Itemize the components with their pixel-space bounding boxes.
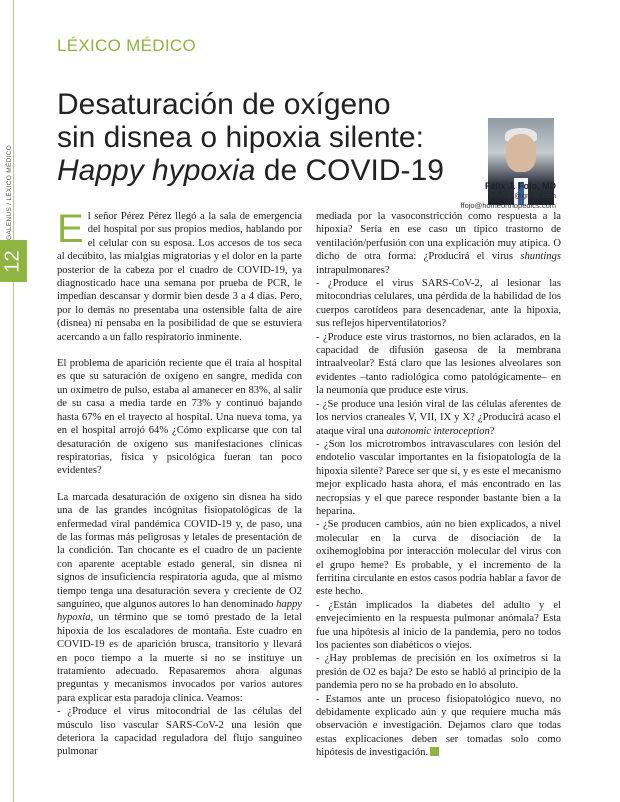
side-running-head: GALENUS / LÉXICO MÉDICO: [6, 144, 13, 240]
author-block: [461, 181, 556, 211]
paragraph: - ¿Hay problemas de precisión en los oxímetros si la presión de O2 es baja? De esto se habló al principio de la pandemia pero no se ha probado en lo absoluto.: [316, 653, 561, 692]
paragraph: - ¿Se producen cambios, aún no bien explicados, a nivel molecular en la curva de disociación de la oxihemoglobina por interacción molecular del virus con el grupo heme? Es probable, y el incremento de la ferritina circulante en estos casos podría hablar a favor de este hecho.: [316, 519, 561, 598]
title-line-2: sin disnea o hipoxia silente:: [57, 121, 424, 154]
paragraph: - ¿Se produce una lesión viral de las células aferentes de los nervios craneales V, VII, IX y X? ¿Producirá acaso el ataque viral una autonomic interoception?: [316, 398, 561, 437]
paragraph: La marcada desaturación de oxígeno sin disnea ha sido una de las grandes incógnitas fisiopatológicas de la enfermedad viral pandémica COVID-19 y, de paso, una de las formas más peligrosas y letales de presentación de la condición. Tan chocante es el cuadro de un paciente con aparente aceptable estado general, sin disnea ni signos de insuficiencia respiratoria aguda, que al mismo tiempo tenga una desaturación severa y creciente de O2 sanguíneo, que algunos autores lo han denominado happy hypoxia, un término que se tomó prestado de la letal hipoxia de los escaladores de montaña. Este cuadro en COVID-19 es de aparición brusca, transitorio y llevará en poco tiempo a la muerte si no se instituye un tratamiento adecuado. Repasaremos ahora algunas preguntas y mecanismos invocados por varios autores para explicar esta paradoja clínica. Veamos:: [57, 491, 302, 704]
paragraph: - Estamos ante un proceso fisiopatológico nuevo, no debidamente explicado aún y que requiere mucha más observación e investigación. Dejamos claro que todas estas explicaciones deben ser tomadas solo como hipótesis de investigación.: [316, 693, 561, 759]
paragraph: - ¿Produce el virus mitocondrial de las células del músculo liso vascular SARS-CoV-2 una lesión que deteriora la capacidad reguladora del flujo sanguíneo pulmonar: [57, 706, 302, 758]
paragraph: - ¿Produce este virus trastornos, no bien aclarados, en la capacidad de difusión gaseosa de la membrana intraalveolar? Está claro que las lesiones alveolares son evidentes –tanto radiológica como patológicamente– en la neumonía que produce este virus.: [316, 331, 561, 397]
page-number: 12: [2, 249, 24, 273]
author-email-1: felixfojo@gmail.com: [488, 191, 556, 200]
paragraph: - ¿Son los microtrombos intravasculares con lesión del endotelio vascular importantes en la fisiopatología de la hipoxia silente? Parece ser que sí, y es este el mecanismo mejor explicado hasta ahora, el más encontrado en las necropsias y el que parece responder bastante bien a la heparina.: [316, 438, 561, 517]
side-rule: [13, 0, 14, 802]
side-bar: [0, 0, 27, 802]
title-line-3: Happy hypoxia de COVID-19: [57, 154, 444, 187]
column-right: [316, 210, 561, 760]
section-label: LÉXICO MÉDICO: [57, 36, 196, 55]
article-title: [57, 88, 444, 187]
paragraph: mediada por la vasoconstricción como respuesta a la hipoxia? Sería en ese caso un típico trastorno de ventilación/perfusión con una explicación muy atípica. O dicho de otra forma: ¿Producirá el virus shuntings intrapulmonares?: [316, 211, 561, 276]
author-name: Félix J. Fojo, MD: [484, 181, 556, 191]
column-left: [57, 207, 302, 759]
paragraph: El problema de aparición reciente que él traía al hospital es que su saturación de oxígeno en sangre, medida con un oxímetro de pulso, estaba al amanecer en 83%, al salir de su casa a media tarde en 73% y continuó bajando hasta 67% en el trayecto al hospital. Una nueva toma, ya en el hospital arrojó 64% ¿Cómo explicarse que con tal desaturación de oxígeno sus manifestaciones clínicas respiratorias, física y psicológica fueran tan poco evidentes?: [57, 358, 302, 477]
title-line-1: Desaturación de oxígeno: [57, 88, 391, 121]
end-mark-icon: [430, 747, 439, 756]
paragraph: - ¿Están implicados la diabetes del adulto y el envejecimiento en la respuesta pulmonar anómala? Esta fue una hipótesis al inicio de la pandemia, pero no todos los pacientes son diabéticos o viejos.: [316, 599, 561, 651]
drop-cap: E: [57, 207, 84, 251]
author-email-2: ffojo@homeorthopedics.com: [460, 201, 556, 210]
paragraph: - ¿Produce el virus SARS-CoV-2, al lesionar las mitocondrias celulares, una pérdida de la habilidad de los cuerpos carotídeos para desencadenar, ante la hipoxia, sus reflejos hiperventilatorios?: [316, 278, 561, 330]
paragraph: El señor Pérez Pérez llegó a la sala de emergencia del hospital por sus propios medios, hablando por el celular con su esposa. Los accesos de tos seca al decúbito, las mialgias migratorias y el dolor en la parte posterior de la cabeza por el cuadro de COVID-19, ya diagnosticado hace una semana por prueba de PCR, le impedían descansar y dormir bien desde 3 a 4 días. Pero, por lo demás no presentaba una ostensible falta de aire (disnea) ni pensaba en la posibilidad de que se estuviera acercando a un fallo respiratorio inminente.: [57, 207, 302, 343]
